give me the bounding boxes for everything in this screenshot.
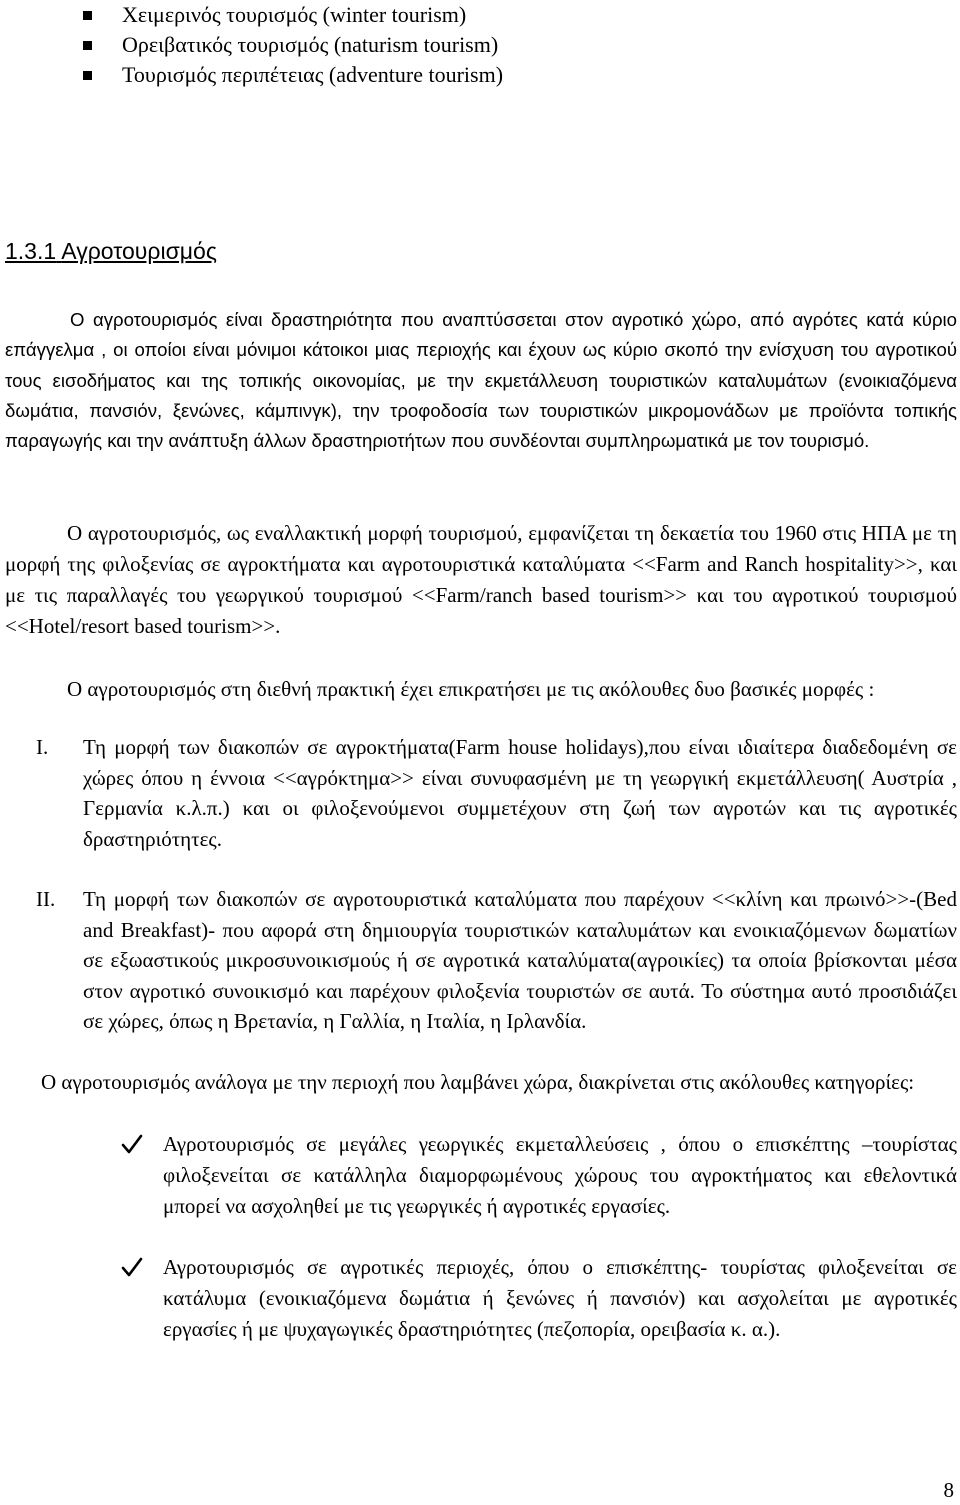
- list-item-text: Τουρισμός περιπέτειας (adventure tourism): [122, 62, 504, 87]
- list-item: [80, 30, 940, 60]
- section-heading: [5, 236, 217, 266]
- roman-item-text: Τη μορφή των διακοπών σε αγροτουριστικά καταλύματα που παρέχουν <<κλίνη και πρωινό>>-(Bed and Breakfast)- που αφορά στη δημιουργία τουριστικών καταλυμάτων και ενοικιαζόμενων δωματίων σε εξωαστικούς μικροσυνοικισμούς ή σε αγροτικά καταλύματα(αγροικίες) τα οποία βρίσκονται μέσα στον αγροτικό συνοικισμό και παρέχουν φιλοξενία τουριστών σε αυτά. Το σύστημα αυτό προσιδιάζει σε χώρες, όπως η Βρετανία, η Γαλλία, η Ιταλία, η Ιρλανδία.: [83, 887, 957, 1033]
- roman-numeral: II.: [36, 887, 56, 911]
- square-bullet-icon: [83, 11, 92, 20]
- page-number: 8: [943, 1478, 954, 1502]
- section-title: Αγροτουρισμός: [61, 238, 217, 264]
- square-bullet-icon: [83, 71, 92, 80]
- section-number: 1.3.1: [5, 238, 57, 264]
- list-item: [80, 0, 940, 30]
- checkmark-icon: [121, 1256, 143, 1278]
- list-item: [80, 60, 940, 90]
- roman-item-text: Τη μορφή των διακοπών σε αγροκτήματα(Farm house holidays),που είναι ιδιαίτερα διαδεδομένη σε χώρες όπου η έννοια <<αγρόκτημα>> είναι συνυφασμένη με τη γεωργική εκμετάλλευση( Αυστρία , Γερμανία κ.λ.π.) και οι φιλοξενούμενοι συμμετέχουν στη ζωή των αγροτών και τις αγροτικές δραστηριότητες.: [83, 735, 957, 851]
- check-item-text: Αγροτουρισμός σε μεγάλες γεωργικές εκμεταλλεύσεις , όπου ο επισκέπτης –τουρίστας φιλοξενείται σε κατάλληλα διαμορφωμένους χώρους του αγροκτήματος και εθελοντικά μπορεί να ασχοληθεί με τις γεωργικές ή αγροτικές εργασίες.: [163, 1132, 957, 1218]
- tourism-types-list: [80, 0, 940, 90]
- list-item-text: Ορειβατικός τουρισμός (naturism tourism): [122, 32, 499, 57]
- paragraph-history: Ο αγροτουρισμός, ως εναλλακτική μορφή τουρισμού, εμφανίζεται τη δεκαετία του 1960 στις ΗΠΑ με τη μορφή της φιλοξενίας σε αγροκτήματα και αγροτουριστικά καταλύματα <<Farm and Ranch hospitality>>, και με τις παραλλαγές του γεωργικού τουρισμού <<Farm/ranch based tourism>> και του αγροτικού τουρισμού <<Hotel/resort based tourism>>.: [5, 521, 957, 638]
- paragraph-forms-intro: Ο αγροτουρισμός στη διεθνή πρακτική έχει επικρατήσει με τις ακόλουθες δυο βασικές μορφές :: [67, 677, 875, 701]
- check-item-text: Αγροτουρισμός σε αγροτικές περιοχές, όπου ο επισκέπτης- τουρίστας φιλοξενείται σε κατάλυμα (ενοικιαζόμενα δωμάτια ή ξενώνες ή πανσιόν) και ασχολείται με αγροτικές εργασίες ή με ψυχαγωγικές δραστηριότητες (πεζοπορία, ορειβασία κ. α.).: [163, 1255, 957, 1341]
- paragraph-definition: [5, 305, 957, 456]
- square-bullet-icon: [83, 41, 92, 50]
- list-item-text: Χειμερινός τουρισμός (winter tourism): [122, 2, 467, 27]
- roman-numeral: I.: [36, 735, 49, 759]
- paragraph-categories-intro: Ο αγροτουρισμός ανάλογα με την περιοχή που λαμβάνει χώρα, διακρίνεται στις ακόλουθες κατηγορίες:: [41, 1070, 915, 1094]
- checkmark-icon: [121, 1133, 143, 1155]
- paragraph-text: Ο αγροτουρισμός είναι δραστηριότητα που αναπτύσσεται στον αγροτικό χώρο, από αγρότες κατά κύριο επάγγελμα , οι οποίοι είναι μόνιμοι κάτοικοι μιας περιοχής και έχουν ως κύριο σκοπό την ενίσχυση του αγροτικού τους εισοδήματος και της τοπικής οικονομίας, με την εκμετάλλευση τουριστικών καταλυμάτων (ενοικιαζόμενα δωμάτια, πανσιόν, ξενώνες, κάμπινγκ), την τροφοδοσία των τουριστικών μικρομονάδων με προϊόντα τοπικής παραγωγής και την ανάπτυξη άλλων δραστηριοτήτων που συνδέονται συμπληρωματικά με τον τουρισμό.: [5, 309, 957, 452]
